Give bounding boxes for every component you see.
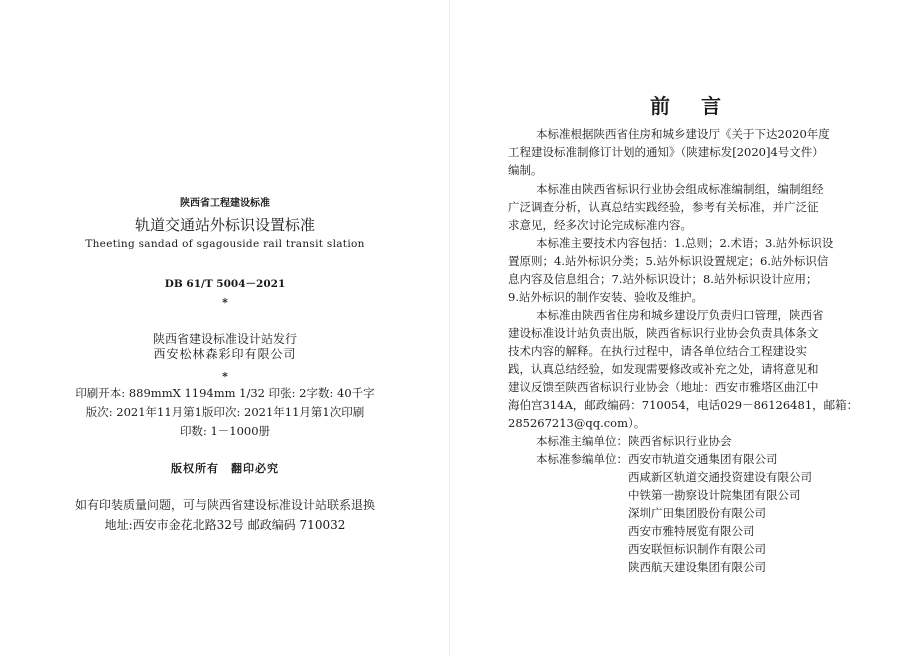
foreword-line: 广泛调查分析，认真总结实践经验，参考有关标准，并广泛征: [508, 200, 819, 214]
participant-unit: 西安市雅特展览有限公司: [628, 524, 755, 538]
separator-star: *: [222, 296, 228, 309]
foreword-line: 本标准根据陕西省住房和城乡建设厅《关于下达2020年度: [536, 127, 830, 141]
participant-unit: 深圳广田集团股份有限公司: [628, 506, 766, 520]
foreword-line: 9.站外标识的制作安装、验收及维护。: [508, 290, 703, 304]
standard-series: 陕西省工程建设标准: [180, 198, 270, 209]
printer-line: 西安松林森彩印有限公司: [153, 347, 297, 361]
foreword-line: 285267213@qq.com）。: [508, 416, 646, 430]
foreword-line: 本标准主要技术内容包括：1.总则；2.术语；3.站外标识设: [536, 236, 834, 250]
standard-title: 轨道交通站外标识设置标准: [134, 216, 315, 234]
foreword-line: 建设标准设计站负责出版，陕西省标识行业协会负责具体条文: [508, 326, 819, 340]
copyright-notice: 版权所有 翻印必究: [171, 462, 279, 475]
foreword-line: 践，认真总结经验，如发现需要修改或补充之处，请将意见和: [508, 362, 819, 376]
print-run-line: 印数: 1－1000册: [179, 424, 271, 438]
participant-line: 本标准参编单位：西安市轨道交通集团有限公司: [536, 452, 778, 466]
left-page: [0, 0, 450, 656]
standard-english-title: Theeting sandad of sgagouside rail transit slation: [85, 238, 365, 250]
foreword-line: 建议反馈至陕西省标识行业协会（地址：西安市雅塔区曲江中: [508, 380, 819, 394]
foreword-line: 工程建设标准制修订计划的通知》（陕建标发[2020]4号文件）: [508, 145, 824, 159]
quality-notice: 如有印装质量问题，可与陕西省建设标准设计站联系退换: [74, 498, 375, 512]
publisher-address: 地址:西安市金花北路32号 邮政编码 710032: [104, 518, 346, 532]
edition-line: 版次: 2021年11月第1版印次: 2021年11月第1次印刷: [85, 405, 365, 419]
foreword-line: 息内容及信息组合；7.站外标识设计；8.站外标识设计应用；: [508, 272, 818, 286]
foreword-heading: 前 言: [650, 94, 733, 118]
participant-unit: 中铁第一勘察设计院集团有限公司: [628, 488, 801, 502]
participant-unit: 西安联恒标识制作有限公司: [628, 542, 766, 556]
separator-star: *: [222, 370, 228, 383]
foreword-line: 技术内容的解释。在执行过程中，请各单位结合工程建设实: [508, 344, 807, 358]
participant-unit: 陕西航天建设集团有限公司: [628, 560, 766, 574]
foreword-line: 求意见，经多次讨论完成标准内容。: [508, 218, 692, 232]
foreword-line: 编制。: [508, 163, 543, 177]
foreword-line: 本标准由陕西省标识行业协会组成标准编制组，编制组经: [536, 182, 824, 196]
foreword-line: 本标准由陕西省住房和城乡建设厅负责归口管理，陕西省: [536, 308, 824, 322]
foreword-line: 置原则；4.站外标识分类；5.站外标识设置规定；6.站外标识信: [508, 254, 829, 268]
foreword-line: 海伯宫314A，邮政编码：710054，电话029－86126481，邮箱：: [508, 398, 859, 412]
standard-code: DB 61/T 5004－2021: [164, 278, 286, 290]
right-page: [450, 0, 901, 656]
publisher-line: 陕西省建设标准设计站发行: [152, 332, 297, 346]
print-spec-line: 印刷开本: 889mmX 1194mm 1/32 印张: 2字数: 40千字: [75, 386, 375, 400]
chief-editor-line: 本标准主编单位：陕西省标识行业协会: [536, 434, 732, 448]
participant-unit: 西咸新区轨道交通投资建设有限公司: [628, 470, 812, 484]
